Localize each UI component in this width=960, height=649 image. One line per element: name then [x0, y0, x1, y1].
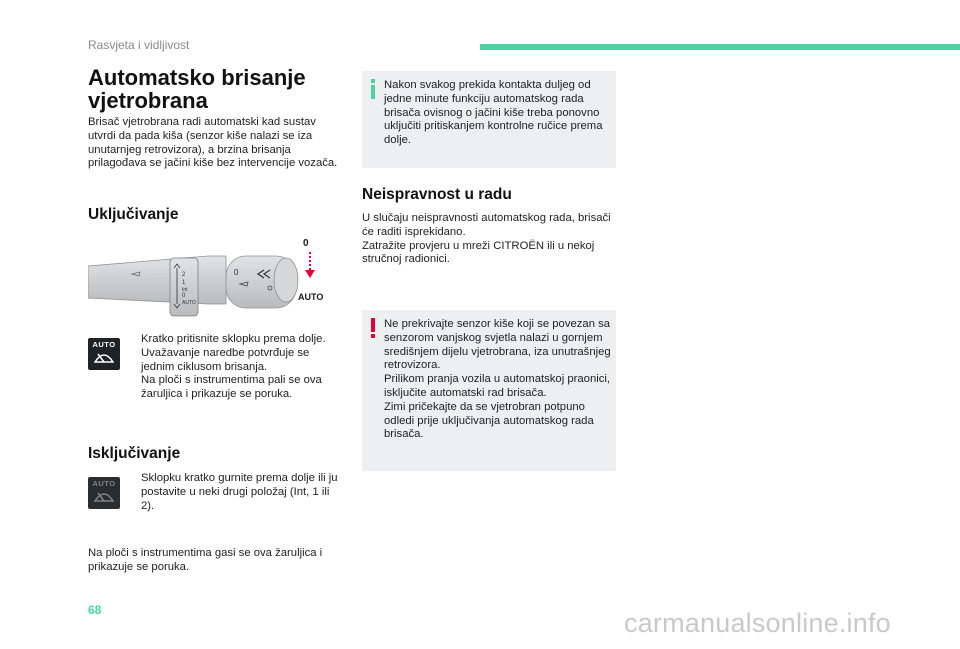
section-accent-bar [480, 44, 960, 50]
auto-wiper-indicator-on [88, 338, 120, 370]
warning-note-text: Ne prekrivajte senzor kiše koji se povezan sa senzorom vanjskog svjetla nalazi u gornjem središnjem dijelu vjetrobrana, iza unutrašnjeg retrovizora. Prilikom pranja vozila u automatskoj praonici, isključite automatski rad brisača. Zimi pričekajte da se vjetrobran potpuno odledi prije uključivanja automatskog rada brisača. [384, 318, 611, 441]
info-note-text: Nakon svakog prekida kontakta duljeg od jedne minute funkciju automatskog rada brisača ovisnog o jačini kiše treba ponovno uključiti pritiskanjem kontrolne ručice prema dolje. [384, 79, 603, 147]
fault-text: U slučaju neispravnosti automatskog rada, brisači će raditi isprekidano. Zatražite provjeru u mreži CITROËN ili u nekoj stručnoj radionici. [362, 212, 611, 266]
wiper-stalk-illustration [88, 232, 338, 324]
off-heading: Isključivanje [88, 445, 181, 462]
warning-note [362, 310, 616, 471]
auto-badge-label: AUTO [92, 340, 116, 349]
wiper-icon [93, 489, 115, 503]
watermark: carmanualsonline.info [624, 608, 891, 638]
warning-icon [369, 318, 377, 338]
stalk-switch-zero-label: 0 [234, 268, 239, 277]
intro-paragraph: Brisač vjetrobrana radi automatski kad sustav utvrdi da pada kiša (senzor kiše nalazi se iza unutarnjeg retrovizora), a brzina brisanja prilagođava se jačini kiše bez intervencije vozača. [88, 116, 338, 170]
off-result-text: Na ploči s instrumentima gasi se ova žaruljica i prikazuje se poruka. [88, 547, 323, 573]
stalk-pos-2-label: 2 [182, 272, 186, 278]
fault-heading: Neispravnost u radu [362, 186, 512, 203]
stalk-auto-label: AUTO [298, 292, 324, 302]
stalk-pos-0-label: 0 [182, 293, 186, 299]
page-number: 68 [88, 603, 102, 617]
auto-wiper-indicator-off [88, 477, 120, 509]
page-title: Automatsko brisanje vjetrobrana [88, 65, 306, 113]
auto-badge-label: AUTO [92, 479, 116, 488]
section-title: Rasvjeta i vidljivost [88, 38, 190, 52]
info-icon [369, 79, 377, 99]
stalk-top-zero-label: 0 [303, 238, 309, 249]
stalk-pos-1-label: 1 [182, 280, 186, 286]
off-instructions: Sklopku kratko gurnite prema dolje ili ju postavite u neki drugi položaj (Int, 1 ili 2). [141, 472, 338, 512]
on-heading: Uključivanje [88, 206, 179, 223]
stalk-pos-int-label: Int [182, 287, 188, 293]
stalk-pos-auto-label: AUTO [182, 300, 196, 306]
on-instructions: Kratko pritisnite sklopku prema dolje. Uvažavanje naredbe potvrđuje se jednim ciklusom brisanja. Na ploči s instrumentima pali se ova žaruljica i prikazuje se poruka. [141, 333, 326, 401]
info-note [362, 71, 616, 168]
wiper-icon [93, 350, 115, 364]
